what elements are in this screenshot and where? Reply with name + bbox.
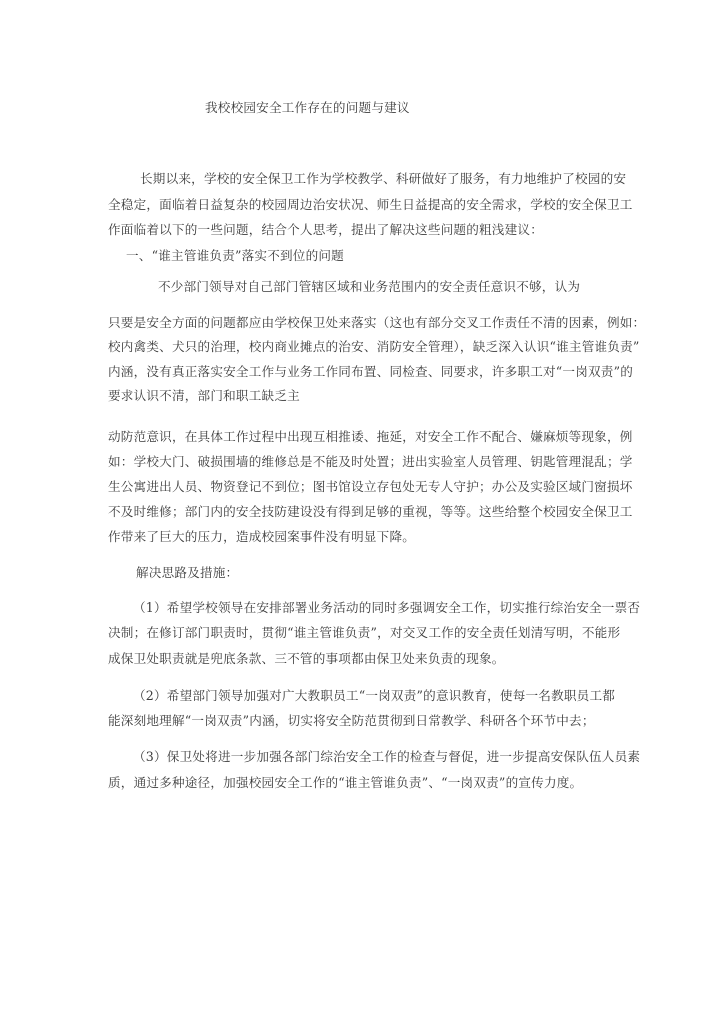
problem-line: 内涵，没有真正落实安全工作与业务工作同布置、同检查、同要求，许多职工对“一岗双责”的: [108, 364, 634, 379]
intro-line: 作面临着以下的一些问题，结合个人思考，提出了解决这些问题的粗浅建议：: [108, 222, 543, 237]
document-title: 我校校园安全工作存在的问题与建议: [205, 100, 410, 115]
solution-line: 能深刻地理解“一岗双责”内涵，切实将安全防范贯彻到日常教学、科研各个环节中去；: [108, 713, 595, 728]
intro-line: 全稳定，面临着日益复杂的校园周边治安状况、师生日益提高的安全需求，学校的安全保卫工: [108, 197, 633, 212]
solution-line: （1）希望学校领导在安排部署业务活动的同时多强调安全工作，切实推行综治安全一票否: [133, 600, 641, 615]
solution-line: 决制；在修订部门职责时，贯彻“谁主管谁负责”，对交叉工作的安全责任划清写明，不能形: [108, 625, 621, 640]
solution-line: 成保卫处职责就是兜底条款、三不管的事项都由保卫处来负责的现象。: [108, 651, 505, 666]
intro-line: 长期以来，学校的安全保卫工作为学校教学、科研做好了服务，有力地维护了校园的安: [140, 171, 627, 186]
problem-line: 作带来了巨大的压力，造成校园案事件没有明显下降。: [108, 529, 416, 544]
solution-line: 质，通过多种途径，加强校园安全工作的“谁主管谁负责”、“一岗双责”的宣传力度。: [108, 775, 583, 790]
problem-line: 不及时维修；部门内的安全技防建设没有得到足够的重视，等等。这些给整个校园安全保卫工: [108, 504, 633, 519]
problem-line: 不少部门领导对自己部门管辖区域和业务范围内的安全责任意识不够，认为: [158, 279, 581, 294]
problem-line: 生公寓进出人员、物资登记不到位；图书馆设立存包处无专人守护；办公及实验区域门窗损坏: [108, 479, 633, 494]
problem-line: 要求认识不清，部门和职工缺乏主: [108, 388, 300, 403]
problem-line: 动防范意识，在具体工作过程中出现互相推诿、拖延，对安全工作不配合、嫌麻烦等现象，例: [108, 429, 633, 444]
problem-line: 如：学校大门、破损围墙的维修总是不能及时处置；进出实验室人员管理、钥匙管理混乱；学: [108, 454, 633, 469]
section-heading: 一、“谁主管谁负责”落实不到位的问题: [126, 248, 344, 263]
solution-line: （3）保卫处将进一步加强各部门综治安全工作的检查与督促，进一步提高安保队伍人员素: [133, 749, 641, 764]
problem-line: 只要是安全方面的问题都应由学校保卫处来落实（这也有部分交叉工作责任不清的因素，例如：: [108, 315, 646, 330]
problem-line: 校内禽类、犬只的治理，校内商业摊点的治安、消防安全管理），缺乏深入认识“谁主管谁负责”: [108, 339, 640, 354]
solution-line: （2）希望部门领导加强对广大教职员工“一岗双责”的意识教育，使每一名教职员工都: [133, 688, 616, 703]
solutions-heading: 解决思路及措施：: [136, 565, 239, 580]
